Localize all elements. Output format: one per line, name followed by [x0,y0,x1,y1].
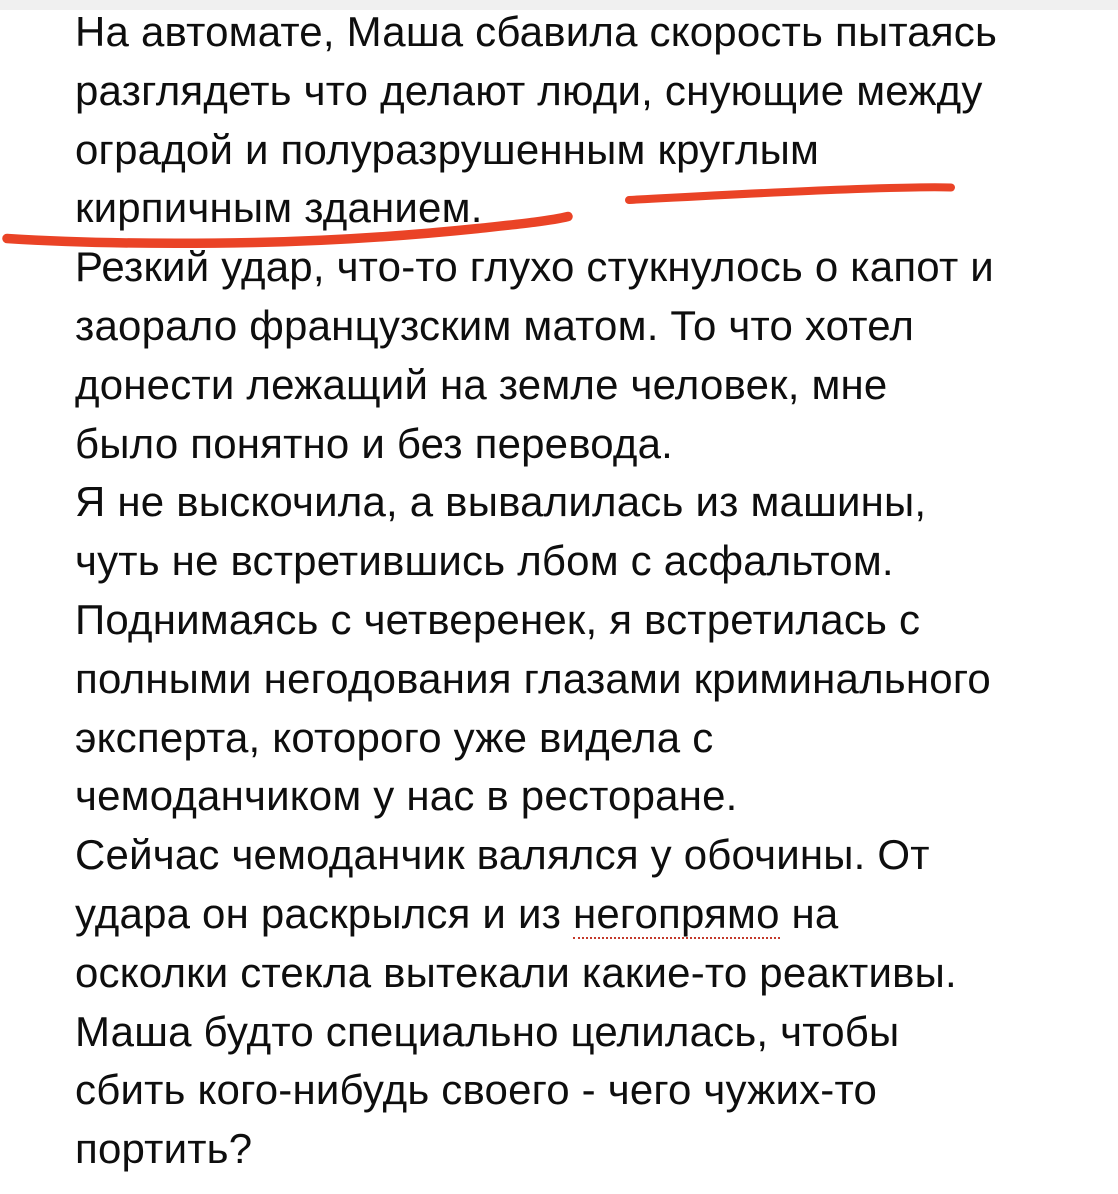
text-line: чуть не встретившись лбом с асфальтом. [75,537,894,585]
text-line: Сейчас чемоданчик валялся у обочины. От [75,831,930,879]
text-line: осколки стекла вытекали какие-то реактивы. [75,948,957,996]
text-line: Резкий удар, что-то глухо стукнулось о капот и [75,243,994,291]
text-line: заорало французским матом. То что хотел [75,301,915,349]
text-line: оградой и полуразрушенным круглым [75,125,820,173]
text-line: кирпичным зданием. [75,184,483,232]
text-line: эксперта, которого уже видела с [75,713,714,761]
line-segment: на [779,889,839,937]
story-text-block [0,3,1118,1179]
text-line: портить? [75,1125,253,1173]
text-line: донести лежащий на земле человек, мне [75,360,888,408]
text-line: было понятно и без перевода. [75,419,674,467]
text-line: чемоданчиком у нас в ресторане. [75,772,738,820]
text-line [75,885,1098,944]
text-line: Поднимаясь с четверенек, я встретилась с [75,595,921,643]
misspelled-word[interactable]: негопрямо [572,889,780,937]
text-line: На автомате, Маша сбавила скорость пытаясь [75,8,998,55]
text-line: разглядеть что делают люди, снующие между [75,66,983,114]
line-segment: удара он раскрылся и из [75,889,573,937]
text-line: Я не выскочила, а вывалилась из машины, [75,478,927,526]
text-line: полными негодования глазами криминального [75,654,991,702]
text-line: Маша будто специально целилась, чтобы [75,1007,900,1055]
text-line: сбить кого-нибудь своего - чего чужих-то [75,1066,878,1114]
